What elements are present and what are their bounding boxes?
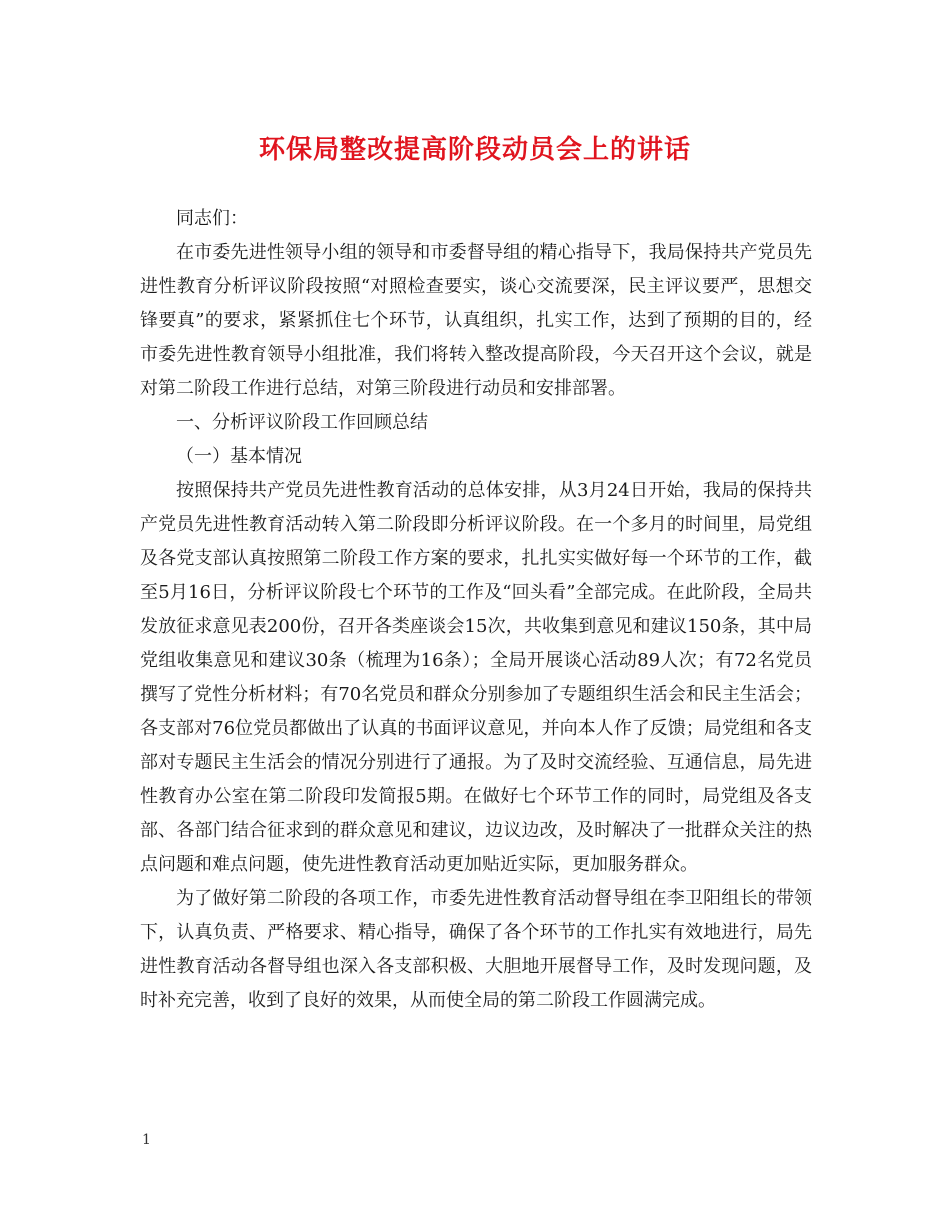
paragraph-basic-situation: 按照保持共产党员先进性教育活动的总体安排，从3月24日开始，我局的保持共产党员先进性教育活动转入第二阶段即分析评议阶段。在一个多月的时间里，局党组及各党支部认真按照第二阶段工作方案的要求，扎扎实实做好每一个环节的工作，截至5月16日，分析评议阶段七个环节的工作及“回头看”全部完成。在此阶段，全局共发放征求意见表200份，召开各类座谈会15次，共收集到意见和建议150条，其中局党组收集意见和建议30条（梳理为16条）；全局开展谈心活动89人次；有72名党员撰写了党性分析材料；有70名党员和群众分别参加了专题组织生活会和民主生活会；各支部对76位党员都做出了认真的书面评议意见，并向本人作了反馈；局党组和各支部对专题民主生活会的情况分别进行了通报。为了及时交流经验、互通信息，局先进性教育办公室在第二阶段印发简报5期。在做好七个环节工作的同时，局党组及各支部、各部门结合征求到的群众意见和建议，边议边改，及时解决了一批群众关注的热点问题和难点问题，使先进性教育活动更加贴近实际，更加服务群众。: [140, 480, 812, 875]
page-number: 1: [142, 1132, 151, 1148]
subsection-heading-1: （一）基本情况: [176, 446, 302, 467]
paragraph-supervision: 为了做好第二阶段的各项工作，市委先进性教育活动督导组在李卫阳组长的带领下，认真负责、严格要求、精心指导，确保了各个环节的工作扎实有效地进行，局先进性教育活动各督导组也深入各支部积极、大胆地开展督导工作，及时发现问题，及时补充完善，收到了良好的效果，从而使全局的第二阶段工作圆满完成。: [140, 888, 812, 1011]
paragraph-intro: 在市委先进性领导小组的领导和市委督导组的精心指导下，我局保持共产党员先进性教育分析评议阶段按照“对照检查要实，谈心交流要深，民主评议要严，思想交锋要真”的要求，紧紧抓住七个环节，认真组织，扎实工作，达到了预期的目的，经市委先进性教育领导小组批准，我们将转入整改提高阶段，今天召开这个会议，就是对第二阶段工作进行总结，对第三阶段进行动员和安排部署。: [140, 242, 812, 399]
paragraph-salutation: 同志们：: [176, 208, 248, 229]
document-title: 环保局整改提高阶段动员会上的讲话: [258, 135, 691, 165]
section-heading-1: 一、分析评议阶段工作回顾总结: [176, 412, 428, 433]
document-body: [140, 202, 812, 1018]
